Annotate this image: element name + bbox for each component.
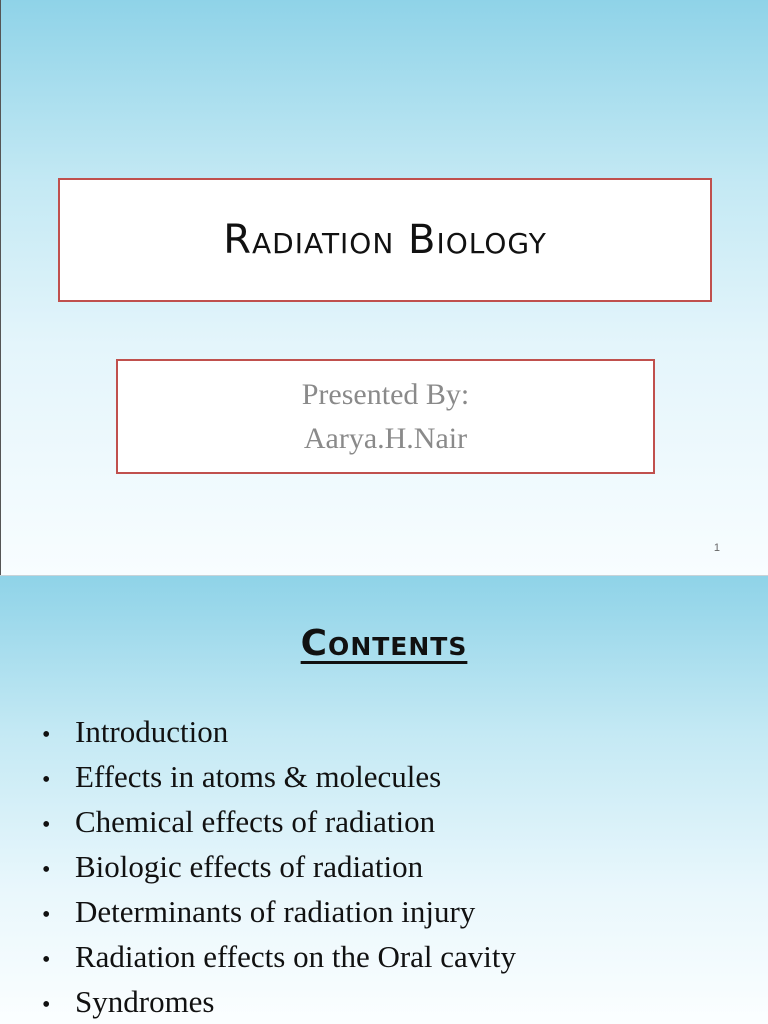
- bullet-icon: •: [42, 947, 51, 973]
- list-item: [42, 804, 516, 849]
- contents-heading: [0, 623, 768, 664]
- bullet-icon: •: [42, 722, 51, 748]
- list-item-text: Biologic effects of radiation: [75, 849, 424, 884]
- list-item: [42, 849, 516, 894]
- list-item-text: Determinants of radiation injury: [75, 894, 476, 929]
- list-item: [42, 984, 516, 1024]
- list-item: [42, 714, 516, 759]
- list-item: [42, 759, 516, 804]
- slide-number: 1: [713, 542, 720, 554]
- title-box: [58, 178, 712, 302]
- list-item: [42, 894, 516, 939]
- list-item-text: Radiation effects on the Oral cavity: [75, 939, 517, 974]
- list-item-text: Introduction: [75, 714, 229, 749]
- list-item-text: Chemical effects of radiation: [75, 804, 436, 839]
- slide-title: Radiation Biology: [223, 217, 547, 263]
- bullet-icon: •: [42, 812, 51, 838]
- contents-heading-text: Contents: [300, 623, 468, 664]
- bullet-icon: •: [42, 902, 51, 928]
- list-item-text: Syndromes: [75, 984, 215, 1019]
- presenter-label: Presented By:: [301, 377, 470, 411]
- list-item-text: Effects in atoms & molecules: [75, 759, 442, 794]
- presenter-name: Aarya.H.Nair: [303, 421, 468, 455]
- list-item: [42, 939, 516, 984]
- bullet-icon: •: [42, 992, 51, 1018]
- bullet-icon: •: [42, 857, 51, 883]
- presenter-box: [116, 359, 655, 474]
- contents-list: [42, 714, 516, 1024]
- contents-slide: [0, 575, 768, 1024]
- bullet-icon: •: [42, 767, 51, 793]
